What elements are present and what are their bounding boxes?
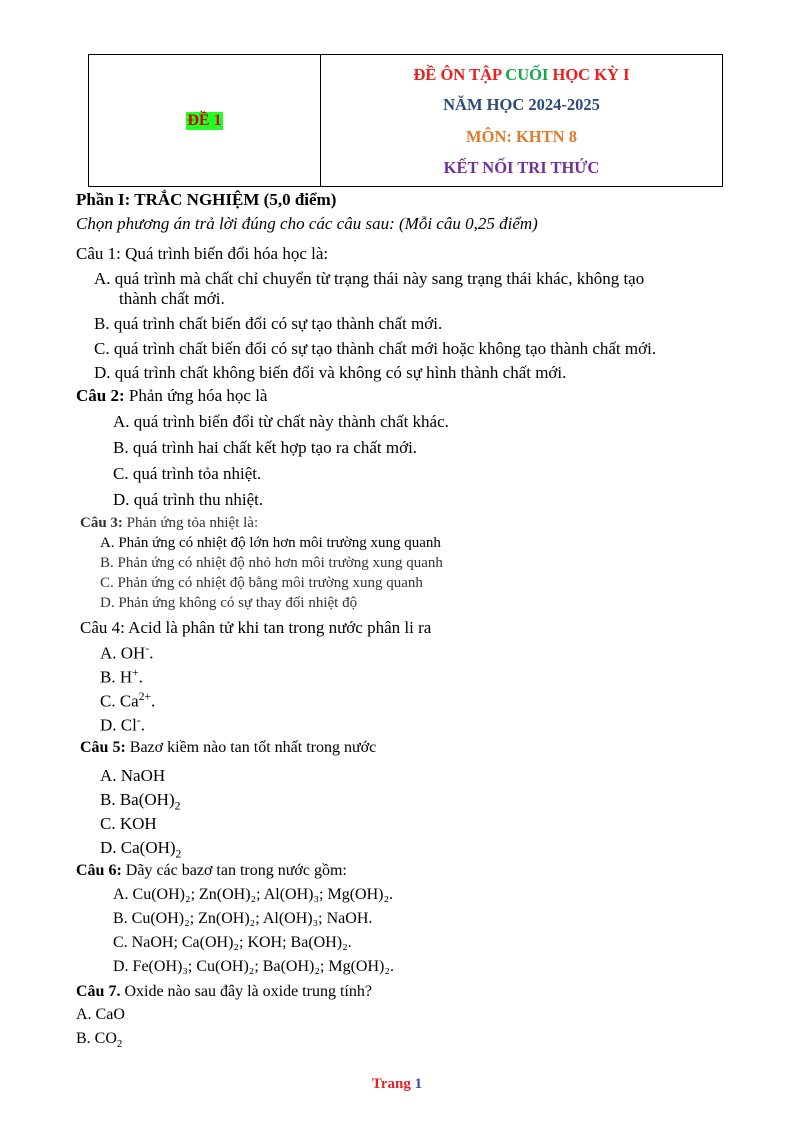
question-3-option-c: C. Phản ứng có nhiệt độ bằng môi trường xung quanh [100, 575, 423, 591]
question-6-option-d: D. Fe(OH)₃; Cu(OH)₂; Ba(OH)₂; Mg(OH)₂. [113, 958, 394, 975]
question-5-option-c: C. KOH [100, 814, 157, 833]
question-2-option-d: D. quá trình thu nhiệt. [113, 490, 264, 509]
exam-title: ĐỀ ÔN TẬP CUỐI HỌC KỲ I [413, 65, 630, 84]
question-4-option-d: D. Cl-. [100, 714, 145, 735]
question-7-option-b: B. $CO_2$ [76, 1030, 123, 1051]
question-5-stem: Câu 5: Bazơ kiềm nào tan tốt nhất trong nước [80, 739, 377, 756]
question-1-option-b: B. quá trình chất biến đổi có sự tạo thành chất mới. [94, 314, 443, 333]
question-2-option-b: B. quá trình hai chất kết hợp tạo ra chất mới. [113, 438, 418, 457]
question-4-option-b: B. H+. [100, 666, 143, 687]
question-7-stem: Câu 7. Oxide nào sau đây là oxide trung tính? [76, 983, 372, 1000]
question-1-stem: Câu 1: Quá trình biến đổi hóa học là: [76, 244, 329, 263]
question-4-option-a: A. OH-. [100, 642, 154, 663]
book-series: KẾT NỐI TRI THỨC [443, 158, 600, 177]
question-6-option-c: C. NaOH; Ca(OH)₂; KOH; Ba(OH)₂. [113, 934, 352, 951]
section-title: Phần I: TRẮC NGHIỆM (5,0 điểm) [76, 190, 337, 209]
question-4-stem: Câu 4: Acid là phân tử khi tan trong nước phân li ra [80, 618, 432, 637]
question-5-option-d: D. $Ca(OH)_2$ [100, 838, 182, 861]
question-4-option-c: C. $Ca^{2+}$. [100, 690, 156, 711]
question-7-option-a: A. CaO [76, 1006, 125, 1023]
page-number: 1 [414, 1076, 423, 1092]
question-5-option-a: A. NaOH [100, 766, 166, 785]
question-5-option-b: B. $Ba(OH)_2$ [100, 790, 181, 813]
question-1-option-a-cont: thành chất mới. [119, 289, 225, 308]
page-footer: Trang 1 [371, 1076, 423, 1092]
question-3-option-a: A. Phản ứng có nhiệt độ lớn hơn môi trường xung quanh [100, 535, 441, 551]
school-year: NĂM HỌC 2024-2025 [443, 95, 600, 114]
question-2-option-a: A. quá trình biến đổi từ chất này thành chất khác. [113, 412, 449, 431]
question-6-stem: Câu 6: Dãy các bazơ tan trong nước gồm: [76, 862, 347, 879]
header-left-cell [89, 55, 321, 186]
header-table [88, 54, 723, 187]
header-right-cell [321, 55, 722, 186]
question-3-stem: Câu 3: Phản ứng tỏa nhiệt là: [80, 515, 259, 531]
question-2-option-c: C. quá trình tỏa nhiệt. [113, 464, 262, 483]
question-3-option-d: D. Phản ứng không có sự thay đổi nhiệt độ [100, 595, 358, 611]
question-1-option-a: A. quá trình mà chất chỉ chuyển từ trạng thái này sang trạng thái khác, không tạo [94, 269, 645, 288]
section-instruction: Chọn phương án trả lời đúng cho các câu sau: (Mỗi câu 0,25 điểm) [76, 214, 538, 233]
exam-label: ĐỀ 1 [187, 111, 222, 129]
question-1-option-c: C. quá trình chất biến đổi có sự tạo thành chất mới hoặc không tạo thành chất mới. [94, 339, 657, 358]
question-3-option-b: B. Phản ứng có nhiệt độ nhỏ hơn môi trường xung quanh [100, 555, 443, 571]
question-6-option-b: B. Cu(OH)₂; Zn(OH)₂; Al(OH)₃; NaOH. [113, 910, 373, 927]
question-1-option-d: D. quá trình chất không biến đổi và không có sự hình thành chất mới. [94, 363, 567, 382]
subject-title: MÔN: KHTN 8 [466, 127, 577, 146]
question-2-stem: Câu 2: Phản ứng hóa học là [76, 386, 268, 405]
question-6-option-a: A. Cu(OH)₂; Zn(OH)₂; Al(OH)₃; Mg(OH)₂. [113, 886, 394, 903]
